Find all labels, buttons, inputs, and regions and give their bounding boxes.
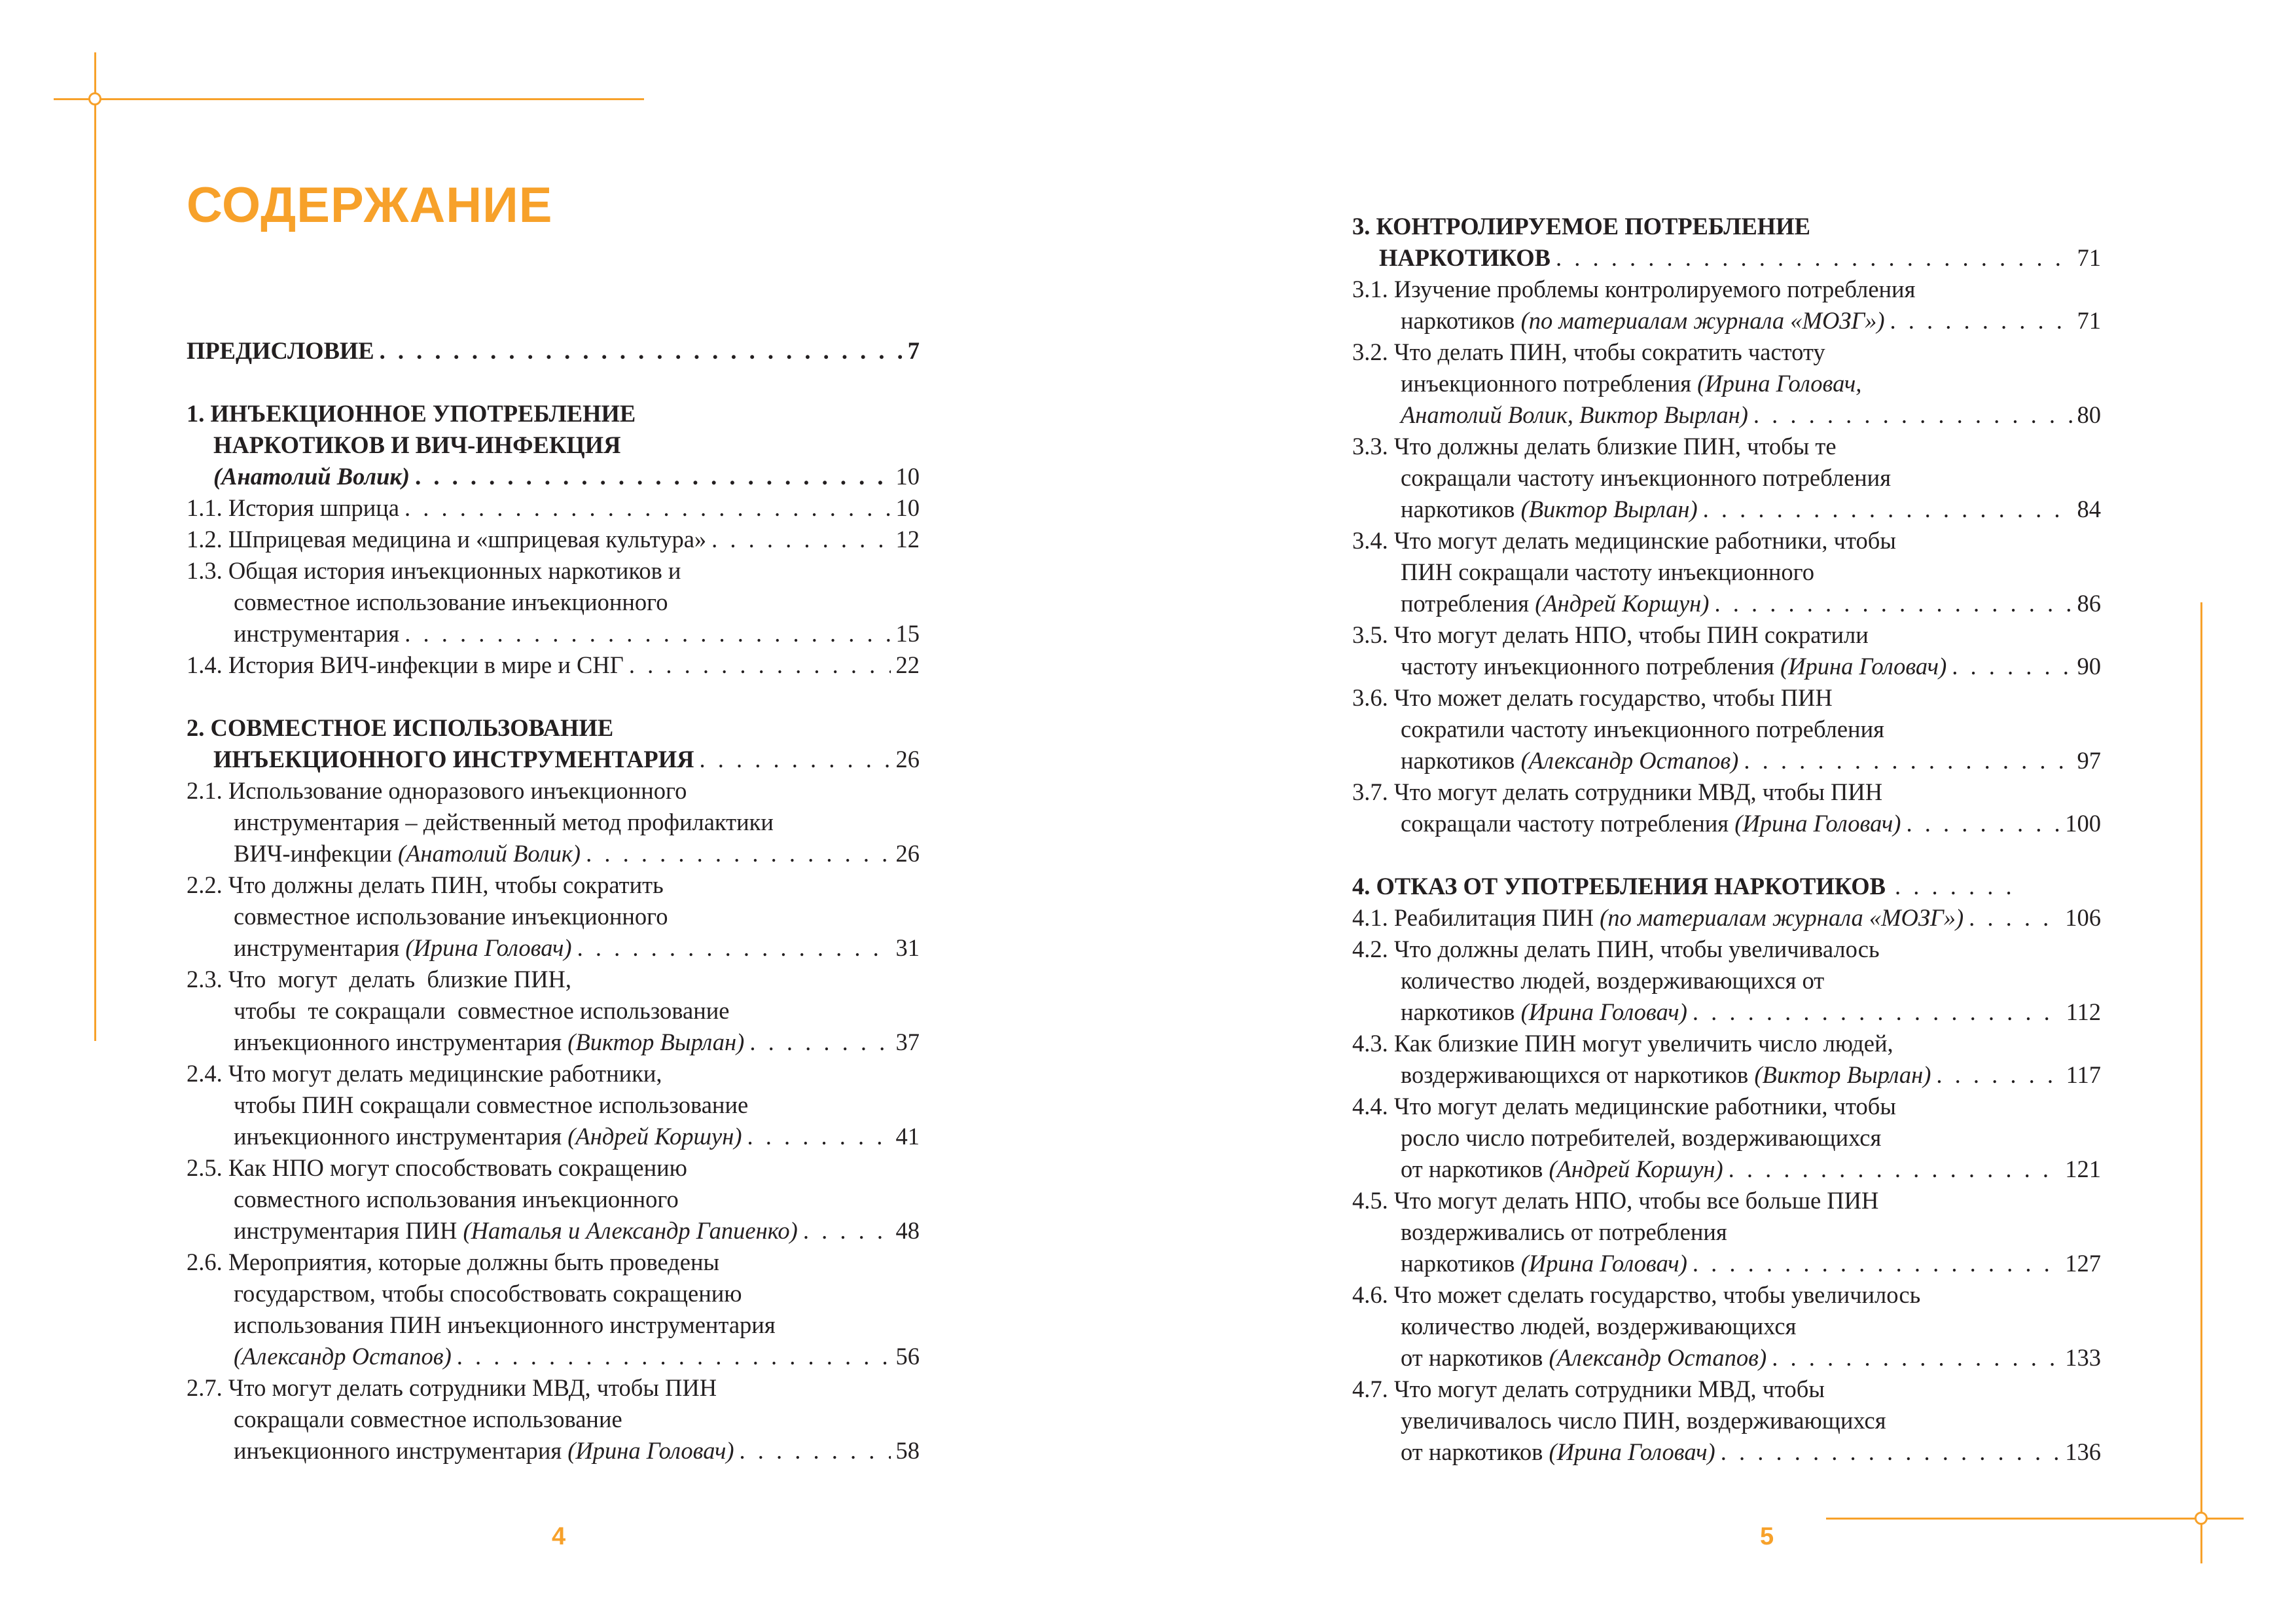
toc-entry-text: частоту инъекционного потребления bbox=[1401, 653, 1774, 680]
toc-page-number: 121 bbox=[2065, 1156, 2101, 1182]
toc-entry-text: наркотиков bbox=[1401, 998, 1515, 1025]
toc-entry-2-5[interactable] bbox=[187, 1152, 920, 1247]
toc-entry-text: 4.3. Как близкие ПИН могут увеличить число людей, bbox=[1352, 1030, 1893, 1057]
toc-page-number: 48 bbox=[895, 1217, 920, 1244]
toc-entry-text: наркотиков bbox=[1401, 747, 1515, 774]
toc-entry-text: 3.1. Изучение проблемы контролируемого потребления bbox=[1352, 276, 1916, 302]
toc-entry-text: 4.2. Что должны делать ПИН, чтобы увеличивалось bbox=[1352, 936, 1880, 962]
toc-entry-3-7[interactable] bbox=[1352, 776, 2101, 839]
section-title-line: НАРКОТИКОВ И ВИЧ-ИНФЕКЦИЯ bbox=[213, 431, 621, 458]
toc-entry-text: 4.7. Что могут делать сотрудники МВД, чтобы bbox=[1352, 1376, 1825, 1402]
toc-page-number: 58 bbox=[895, 1437, 920, 1464]
toc-entry-text: 1.3. Общая история инъекционных наркотиков и bbox=[187, 557, 681, 584]
leader-dots bbox=[586, 838, 890, 869]
leader-dots bbox=[629, 649, 891, 681]
section-title-line: 4. ОТКАЗ ОТ УПОТРЕБЛЕНИЯ НАРКОТИКОВ bbox=[1352, 873, 1886, 900]
toc-author: (Александр Остапов) bbox=[1520, 747, 1739, 774]
leader-dots bbox=[1693, 996, 2061, 1028]
leader-dots bbox=[749, 1027, 890, 1058]
toc-entry-text: увеличивалось число ПИН, воздерживающихся bbox=[1401, 1407, 1886, 1434]
toc-page-number: 71 bbox=[2077, 307, 2101, 334]
toc-page-number: 112 bbox=[2066, 998, 2101, 1025]
toc-page-number: 15 bbox=[895, 620, 920, 647]
leader-dots bbox=[380, 335, 903, 367]
toc-entry-2-7[interactable] bbox=[187, 1372, 920, 1467]
leader-dots bbox=[1969, 902, 2060, 934]
toc-author: (Виктор Вырлан) bbox=[1754, 1061, 1931, 1088]
top-left-horizontal-rule bbox=[54, 98, 644, 100]
toc-author: (Александр Остапов) bbox=[234, 1343, 452, 1370]
toc-entry-text: 1.1. История шприца bbox=[187, 494, 400, 521]
toc-author: (по материалам журнала «МОЗГ») bbox=[1600, 904, 1964, 931]
leader-dots bbox=[415, 461, 890, 492]
toc-author: (Андрей Коршун) bbox=[1549, 1156, 1723, 1182]
toc-entry-text: инструментария ПИН bbox=[234, 1217, 457, 1244]
toc-author: (Ирина Головач) bbox=[405, 934, 572, 961]
toc-page-number: 10 bbox=[895, 463, 920, 490]
toc-entry-3-2[interactable] bbox=[1352, 337, 2101, 431]
toc-entry-4-4[interactable] bbox=[1352, 1091, 2101, 1185]
toc-author: (Ирина Головач, bbox=[1697, 370, 1862, 397]
toc-entry-text: инъекционного инструментария bbox=[234, 1437, 562, 1464]
section-title-line: ИНЪЕКЦИОННОГО ИНСТРУМЕНТАРИЯ bbox=[213, 746, 694, 773]
toc-entry-2-2[interactable] bbox=[187, 869, 920, 964]
toc-page-number: 26 bbox=[895, 746, 920, 773]
toc-author: (Ирина Головач) bbox=[1520, 998, 1687, 1025]
toc-page-number: 22 bbox=[895, 651, 920, 678]
toc-page-number: 41 bbox=[895, 1123, 920, 1150]
toc-entry-text: 1.4. История ВИЧ-инфекции в мире и СНГ bbox=[187, 651, 624, 678]
section-title-line: НАРКОТИКОВ bbox=[1379, 244, 1551, 271]
toc-page-number: 80 bbox=[2077, 401, 2101, 428]
toc-page-number: 133 bbox=[2065, 1344, 2101, 1371]
toc-entry-text: ВИЧ-инфекции bbox=[234, 840, 392, 867]
leader-dots bbox=[1952, 651, 2072, 682]
toc-entry-text: воздерживались от потребления bbox=[1401, 1218, 1727, 1245]
bottom-right-ring-ornament bbox=[2195, 1512, 2208, 1525]
toc-entry-text: от наркотиков bbox=[1401, 1156, 1543, 1182]
toc-page-number: 100 bbox=[2065, 810, 2101, 837]
toc-entry-1-2[interactable] bbox=[187, 524, 920, 555]
leader-dots bbox=[577, 932, 891, 964]
toc-entry-4-6[interactable] bbox=[1352, 1279, 2101, 1374]
toc-entry-2-3[interactable] bbox=[187, 964, 920, 1058]
toc-entry-text: 3.5. Что могут делать НПО, чтобы ПИН сократили bbox=[1352, 621, 1869, 648]
toc-author: (Ирина Головач) bbox=[1549, 1438, 1715, 1465]
toc-entry-text: инъекционного потребления bbox=[1401, 370, 1692, 397]
toc-page-number: 56 bbox=[895, 1343, 920, 1370]
toc-section-1[interactable] bbox=[187, 398, 920, 492]
toc-author: (Наталья и Александр Гапиенко) bbox=[463, 1217, 798, 1244]
leader-dots bbox=[404, 492, 890, 524]
toc-entry-text: росло число потребителей, воздерживающихся bbox=[1401, 1124, 1882, 1151]
toc-author: (Ирина Головач) bbox=[1734, 810, 1901, 837]
leader-dots bbox=[1693, 1248, 2060, 1279]
toc-page-number: 71 bbox=[2077, 244, 2101, 271]
bottom-right-vertical-rule bbox=[2200, 602, 2202, 1563]
toc-entry-text: 3.2. Что делать ПИН, чтобы сократить частоту bbox=[1352, 338, 1825, 365]
leader-dots bbox=[747, 1121, 891, 1152]
toc-page-number: 31 bbox=[895, 934, 920, 961]
toc-entry-text: 2.1. Использование одноразового инъекционного bbox=[187, 777, 687, 804]
toc-entry-text: сокращали частоту инъекционного потребления bbox=[1401, 464, 1891, 491]
section-title-line: 3. КОНТРОЛИРУЕМОЕ ПОТРЕБЛЕНИЕ bbox=[1352, 213, 1810, 240]
toc-entry-text: государством, чтобы способствовать сокращению bbox=[234, 1280, 742, 1307]
toc-entry-text: 1.2. Шприцевая медицина и «шприцевая культура» bbox=[187, 526, 707, 553]
toc-entry-text: наркотиков bbox=[1401, 1250, 1515, 1277]
toc-entry-text: 2.7. Что могут делать сотрудники МВД, чтобы ПИН bbox=[187, 1374, 717, 1401]
toc-entry-text: инструментария – действенный метод профилактики bbox=[234, 809, 774, 835]
toc-entry-1-3[interactable] bbox=[187, 555, 920, 649]
page-title: СОДЕРЖАНИЕ bbox=[187, 177, 553, 233]
toc-page-number: 136 bbox=[2065, 1438, 2101, 1465]
toc-author: (по материалам журнала «МОЗГ») bbox=[1520, 307, 1885, 334]
toc-entry-1-1[interactable] bbox=[187, 492, 920, 524]
page-number-right: 5 bbox=[1760, 1523, 1774, 1550]
toc-entry-text: инструментария bbox=[234, 934, 400, 961]
section-title-line: 1. ИНЪЕКЦИОННОЕ УПОТРЕБЛЕНИЕ bbox=[187, 400, 636, 427]
toc-entry-4-1[interactable] bbox=[1352, 902, 2101, 934]
toc-entry-4-5[interactable] bbox=[1352, 1185, 2101, 1279]
toc-entry-text: чтобы те сокращали совместное использование bbox=[234, 997, 730, 1024]
toc-entry-text: использования ПИН инъекционного инструментария bbox=[234, 1311, 776, 1338]
toc-section-4[interactable] bbox=[1352, 871, 2101, 902]
toc-author: (Виктор Вырлан) bbox=[1520, 496, 1698, 522]
toc-entry-text: чтобы ПИН сокращали совместное использование bbox=[234, 1091, 749, 1118]
toc-entry-text: 2.4. Что могут делать медицинские работники, bbox=[187, 1060, 662, 1087]
toc-entry-text: сократили частоту инъекционного потребления bbox=[1401, 716, 1884, 742]
toc-entry-preface[interactable] bbox=[187, 335, 920, 367]
toc-author: (Виктор Вырлан) bbox=[567, 1029, 745, 1055]
page-number-left: 4 bbox=[552, 1523, 566, 1550]
toc-page-number: 7 bbox=[907, 337, 920, 364]
leader-dots bbox=[1721, 1436, 2060, 1468]
leader-dots: . . . . . . . bbox=[1895, 873, 2015, 900]
toc-page-number: 127 bbox=[2065, 1250, 2101, 1277]
toc-entry-text: 2.6. Мероприятия, которые должны быть проведены bbox=[187, 1249, 720, 1275]
toc-entry-text: наркотиков bbox=[1401, 307, 1515, 334]
toc-entry-text: потребления bbox=[1401, 590, 1530, 617]
toc-entry-2-6[interactable] bbox=[187, 1247, 920, 1372]
toc-entry-text: 4.5. Что могут делать НПО, чтобы все больше ПИН bbox=[1352, 1187, 1879, 1214]
leader-dots bbox=[740, 1435, 891, 1467]
toc-entry-4-2[interactable] bbox=[1352, 934, 2101, 1028]
toc-author: (Александр Остапов) bbox=[1549, 1344, 1767, 1371]
toc-right-column bbox=[1352, 211, 2101, 1468]
toc-entry-text: инъекционного инструментария bbox=[234, 1123, 562, 1150]
toc-entry-text: 2.3. Что могут делать близкие ПИН, bbox=[187, 966, 572, 993]
leader-dots bbox=[1906, 808, 2060, 839]
toc-section-3[interactable] bbox=[1352, 211, 2101, 274]
leader-dots bbox=[803, 1215, 891, 1247]
toc-left-column bbox=[187, 335, 920, 1467]
toc-page-number: 86 bbox=[2077, 590, 2101, 617]
toc-author: (Анатолий Волик) bbox=[213, 463, 410, 490]
leader-dots bbox=[711, 524, 890, 555]
toc-entry-text: сокращали совместное использование bbox=[234, 1406, 622, 1432]
toc-entry-text: инъекционного инструментария bbox=[234, 1029, 562, 1055]
toc-entry-3-4[interactable] bbox=[1352, 525, 2101, 619]
toc-entry-text: 2.5. Как НПО могут способствовать сокращению bbox=[187, 1154, 687, 1181]
leader-dots bbox=[1729, 1154, 2060, 1185]
toc-entry-text: инструментария bbox=[234, 620, 400, 647]
toc-entry-text: ПРЕДИСЛОВИЕ bbox=[187, 337, 374, 364]
toc-section-2[interactable] bbox=[187, 712, 920, 775]
toc-entry-text: от наркотиков bbox=[1401, 1438, 1543, 1465]
toc-entry-3-5[interactable] bbox=[1352, 619, 2101, 682]
toc-entry-2-4[interactable] bbox=[187, 1058, 920, 1152]
toc-entry-text: сокращали частоту потребления bbox=[1401, 810, 1729, 837]
toc-entry-3-6[interactable] bbox=[1352, 682, 2101, 776]
leader-dots bbox=[1772, 1342, 2060, 1374]
toc-entry-text: количество людей, воздерживающихся от bbox=[1401, 967, 1825, 994]
toc-entry-text: ПИН сокращали частоту инъекционного bbox=[1401, 558, 1814, 585]
toc-author: (Ирина Головач) bbox=[1780, 653, 1947, 680]
toc-author: (Ирина Головач) bbox=[567, 1437, 734, 1464]
toc-entry-text: совместного использования инъекционного bbox=[234, 1186, 679, 1213]
leader-dots bbox=[1936, 1059, 2060, 1091]
toc-author: Анатолий Волик, Виктор Вырлан) bbox=[1401, 401, 1748, 428]
toc-entry-text: от наркотиков bbox=[1401, 1344, 1543, 1371]
leader-dots bbox=[404, 618, 890, 649]
toc-page-number: 106 bbox=[2065, 904, 2101, 931]
toc-entry-text: 3.7. Что могут делать сотрудники МВД, чтобы ПИН bbox=[1352, 778, 1883, 805]
leader-dots bbox=[1714, 588, 2072, 619]
leader-dots bbox=[699, 744, 890, 775]
toc-page-number: 10 bbox=[895, 494, 920, 521]
toc-page-number: 12 bbox=[895, 526, 920, 553]
leader-dots bbox=[457, 1341, 891, 1372]
toc-entry-text: воздерживающихся от наркотиков bbox=[1401, 1061, 1749, 1088]
toc-page-number: 37 bbox=[895, 1029, 920, 1055]
toc-entry-text: 3.4. Что могут делать медицинские работники, чтобы bbox=[1352, 527, 1896, 554]
toc-entry-3-1[interactable] bbox=[1352, 274, 2101, 337]
toc-entry-1-4[interactable] bbox=[187, 649, 920, 681]
toc-page-number: 26 bbox=[895, 840, 920, 867]
leader-dots bbox=[1703, 494, 2072, 525]
toc-entry-text: 3.6. Что может делать государство, чтобы ПИН bbox=[1352, 684, 1833, 711]
toc-entry-text: 4.6. Что может сделать государство, чтобы увеличилось bbox=[1352, 1281, 1921, 1308]
toc-author: (Андрей Коршун) bbox=[1535, 590, 1710, 617]
toc-entry-text: 4.1. Реабилитация ПИН bbox=[1352, 904, 1594, 931]
toc-entry-text: совместное использование инъекционного bbox=[234, 589, 668, 615]
leader-dots bbox=[1556, 242, 2072, 274]
toc-entry-text: 4.4. Что могут делать медицинские работники, чтобы bbox=[1352, 1093, 1896, 1120]
toc-page-number: 117 bbox=[2066, 1061, 2101, 1088]
section-title-line: 2. СОВМЕСТНОЕ ИСПОЛЬЗОВАНИЕ bbox=[187, 714, 614, 741]
leader-dots bbox=[1890, 305, 2072, 337]
toc-page-number: 90 bbox=[2077, 653, 2101, 680]
toc-page-number: 97 bbox=[2077, 747, 2101, 774]
toc-entry-text: 3.3. Что должны делать близкие ПИН, чтобы те bbox=[1352, 433, 1837, 460]
bottom-right-horizontal-rule bbox=[1826, 1518, 2244, 1520]
leader-dots bbox=[1744, 745, 2072, 776]
toc-entry-text: 2.2. Что должны делать ПИН, чтобы сократить bbox=[187, 871, 664, 898]
toc-page-number: 84 bbox=[2077, 496, 2101, 522]
toc-entry-text: количество людей, воздерживающихся bbox=[1401, 1313, 1797, 1340]
toc-author: (Анатолий Волик) bbox=[397, 840, 581, 867]
toc-entry-3-3[interactable] bbox=[1352, 431, 2101, 525]
toc-author: (Ирина Головач) bbox=[1520, 1250, 1687, 1277]
toc-entry-4-7[interactable] bbox=[1352, 1374, 2101, 1468]
top-left-vertical-rule bbox=[94, 52, 96, 1041]
leader-dots bbox=[1753, 399, 2072, 431]
top-left-ring-ornament bbox=[88, 92, 101, 105]
toc-entry-text: наркотиков bbox=[1401, 496, 1515, 522]
toc-author: (Андрей Коршун) bbox=[567, 1123, 742, 1150]
toc-entry-4-3[interactable] bbox=[1352, 1028, 2101, 1091]
toc-entry-text: совместное использование инъекционного bbox=[234, 903, 668, 930]
toc-entry-2-1[interactable] bbox=[187, 775, 920, 869]
